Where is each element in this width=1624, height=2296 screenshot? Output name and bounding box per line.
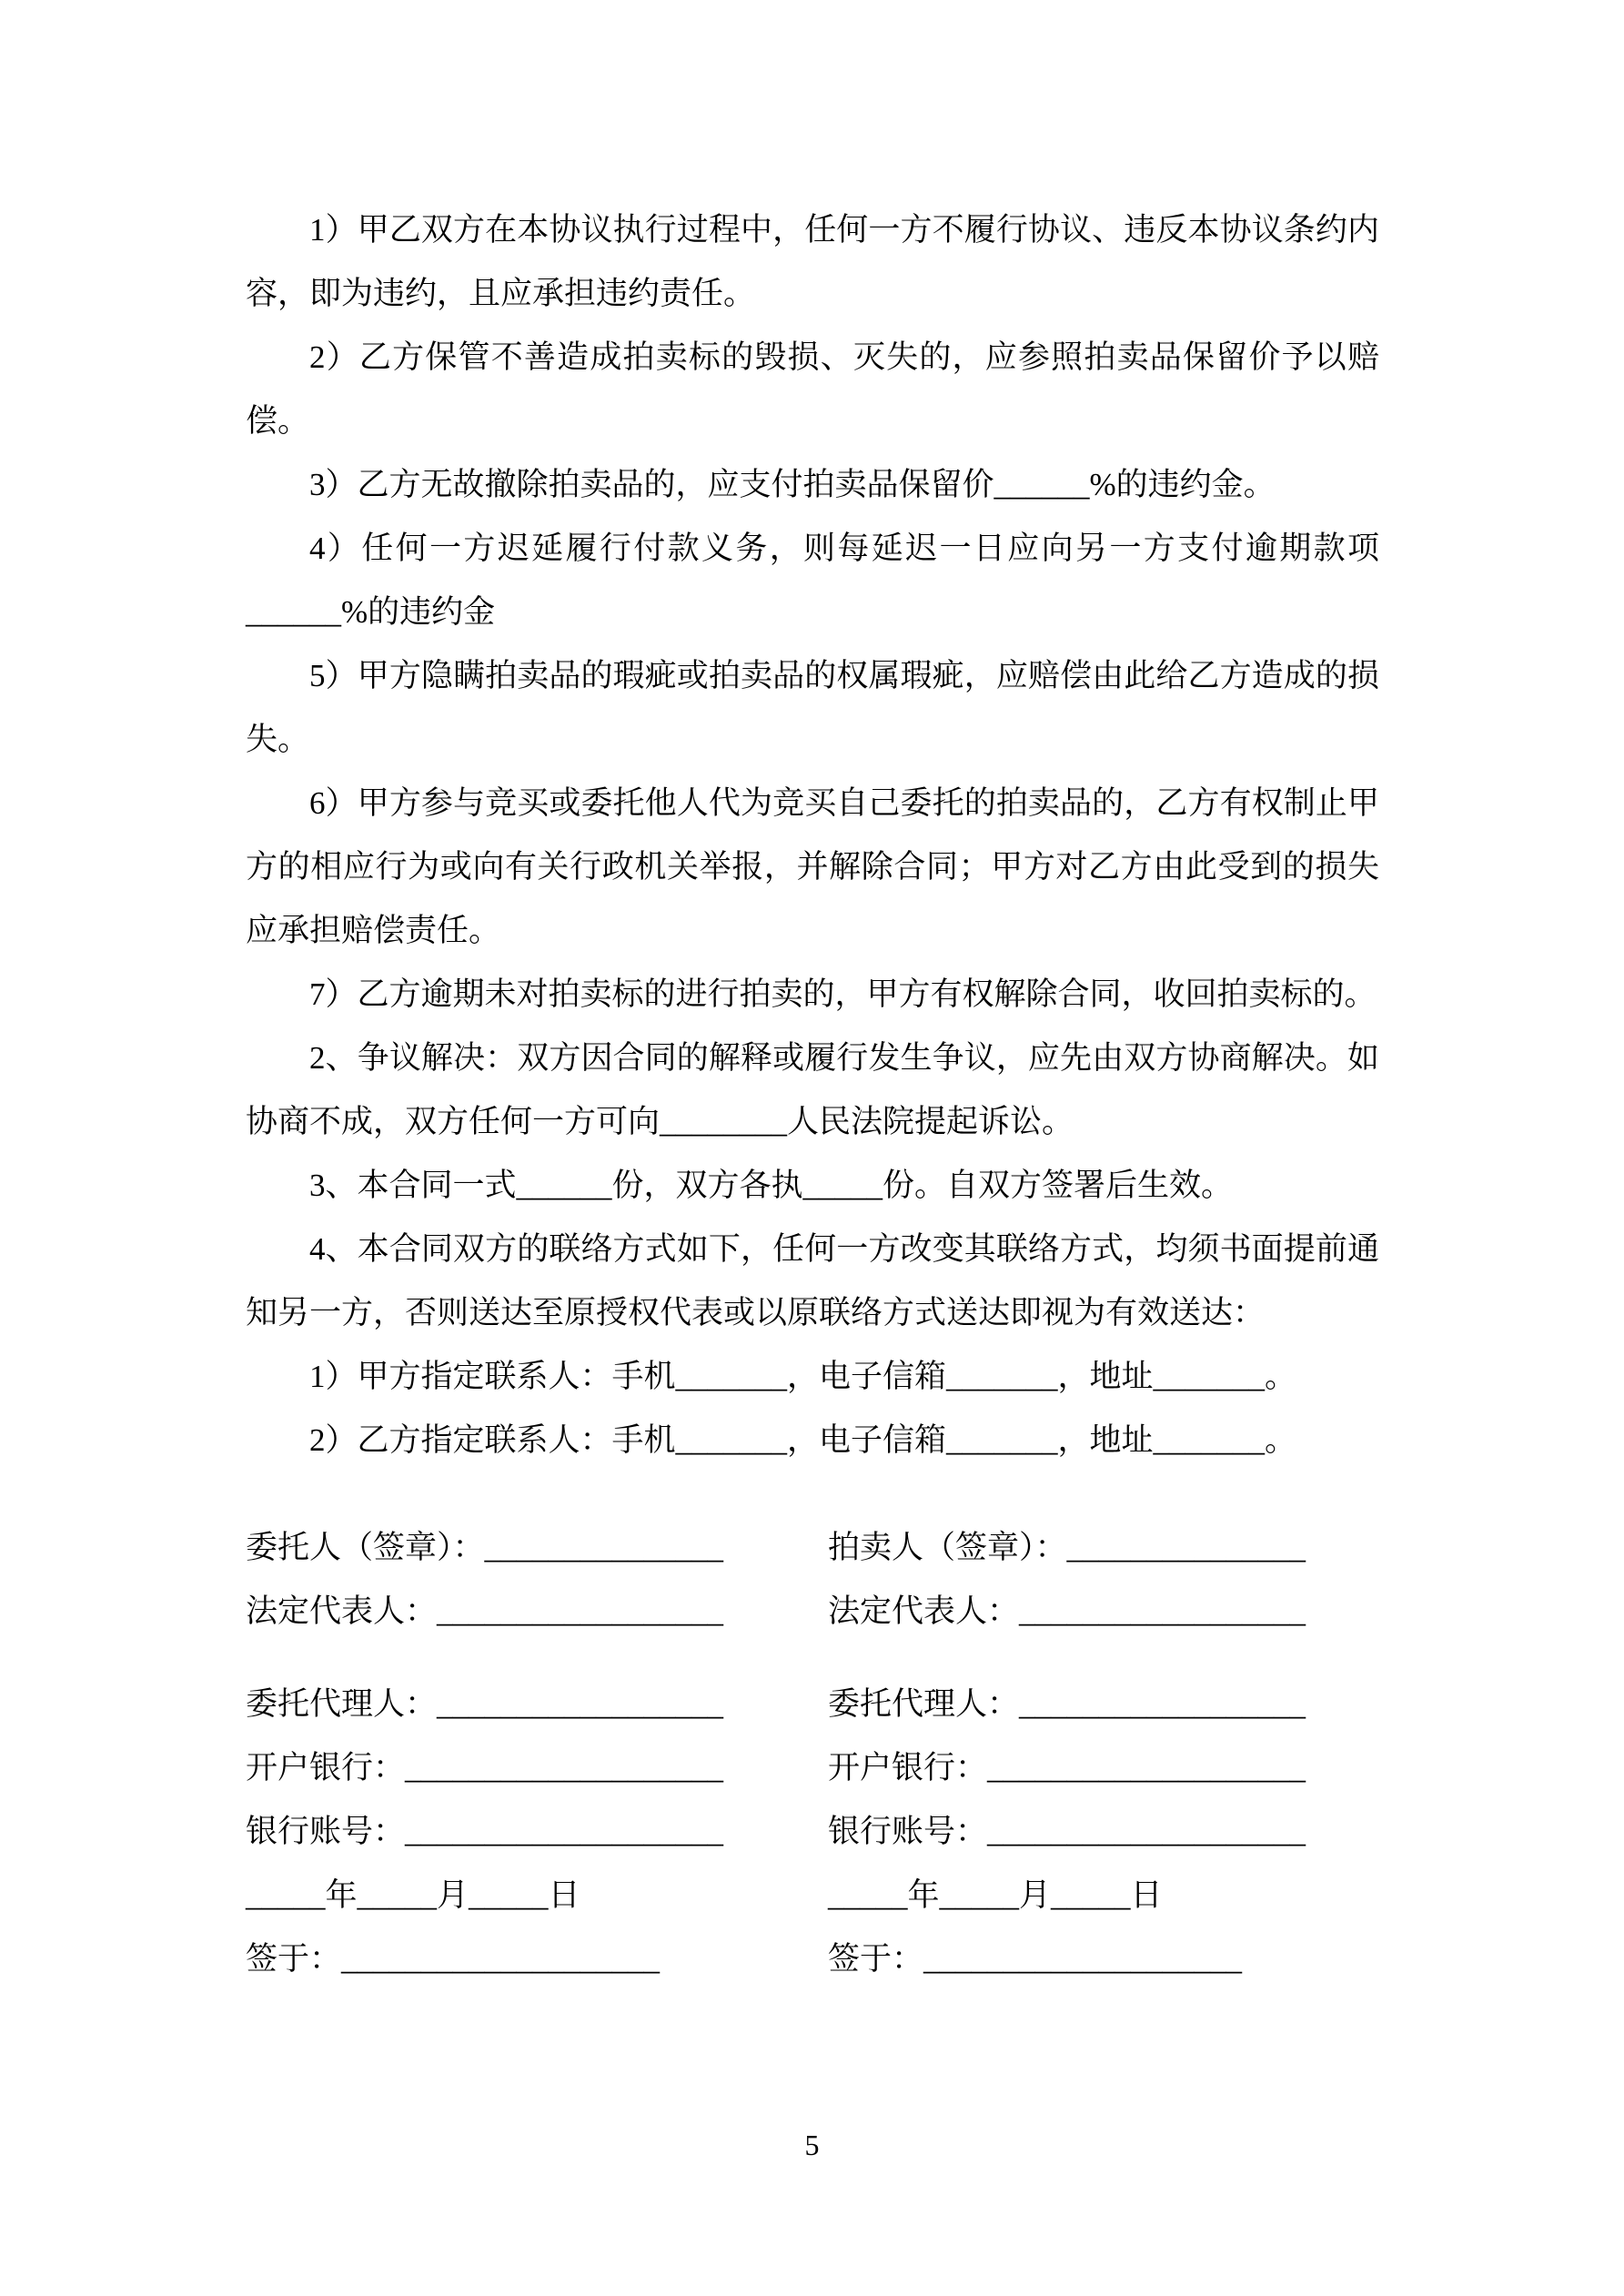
consignor-seal-row: 委托人（签章）：_______________ — [246, 1530, 724, 1565]
clause-self-bidding: 6）甲方参与竞买或委托他人代为竞买自己委托的拍卖品的，乙方有权制止甲方的相应行为或向有关行政机关举报，并解除合同；甲方对乙方由此受到的损失应承担赔偿责任。 — [246, 785, 1379, 948]
clause-overdue-auction: 7）乙方逾期未对拍卖标的进行拍卖的，甲方有权解除合同，收回拍卖标的。 — [309, 976, 1377, 1012]
auctioneer-account-row: 银行账号：____________________ — [828, 1814, 1306, 1849]
auctioneer-bank-row: 开户银行：____________________ — [828, 1750, 1306, 1785]
auctioneer-agent-row: 委托代理人：__________________ — [828, 1686, 1306, 1722]
page-number: 5 — [804, 2129, 820, 2161]
clause-hidden-defects: 5）甲方隐瞒拍卖品的瑕疵或拍卖品的权属瑕疵，应赔偿由此给乙方造成的损失。 — [246, 658, 1379, 757]
signature-consignor-column — [246, 1516, 828, 1991]
consignor-date-row: _____年_____月_____日 — [246, 1877, 580, 1913]
auctioneer-seal-row: 拍卖人（签章）：_______________ — [828, 1530, 1306, 1565]
consignor-account-row: 银行账号：____________________ — [246, 1814, 724, 1849]
consignor-signed-at-row: 签于：____________________ — [246, 1941, 661, 1977]
clause-contact-method: 4、本合同双方的联络方式如下，任何一方改变其联络方式，均须书面提前通知另一方，否则送达至原授权代表或以原联络方式送达即视为有效送达： — [246, 1231, 1379, 1330]
clause-party-b-contact: 2）乙方指定联系人：手机_______，电子信箱_______，地址_______。 — [309, 1422, 1297, 1458]
consignor-legal-rep-row: 法定代表人：__________________ — [246, 1593, 724, 1629]
consignor-agent-row: 委托代理人：__________________ — [246, 1686, 724, 1722]
signature-block — [246, 1516, 1379, 1991]
contract-body — [246, 198, 1379, 1991]
clause-contract-copies: 3、本合同一式______份，双方各执_____份。自双方签署后生效。 — [309, 1168, 1234, 1203]
auctioneer-signed-at-row: 签于：____________________ — [828, 1941, 1243, 1977]
auctioneer-date-row: _____年_____月_____日 — [828, 1877, 1163, 1913]
clause-breach-general: 1）甲乙双方在本协议执行过程中，任何一方不履行协议、违反本协议条约内容，即为违约，且应承担违约责任。 — [246, 212, 1379, 311]
consignor-bank-row: 开户银行：____________________ — [246, 1750, 724, 1785]
signature-auctioneer-column — [828, 1516, 1379, 1991]
clause-party-a-contact: 1）甲方指定联系人：手机_______，电子信箱_______，地址_______。 — [309, 1359, 1297, 1394]
clause-withdraw-penalty: 3）乙方无故撤除拍卖品的，应支付拍卖品保留价______%的违约金。 — [309, 467, 1276, 502]
clause-storage-damage: 2）乙方保管不善造成拍卖标的毁损、灭失的，应参照拍卖品保留价予以赔偿。 — [246, 339, 1379, 439]
clause-late-payment: 4）任何一方迟延履行付款义务，则每延迟一日应向另一方支付逾期款项______%的违约金 — [246, 531, 1379, 630]
clause-dispute-resolution: 2、争议解决：双方因合同的解释或履行发生争议，应先由双方协商解决。如协商不成，双方任何一方可向________人民法院提起诉讼。 — [246, 1040, 1379, 1139]
auctioneer-legal-rep-row: 法定代表人：__________________ — [828, 1593, 1306, 1629]
